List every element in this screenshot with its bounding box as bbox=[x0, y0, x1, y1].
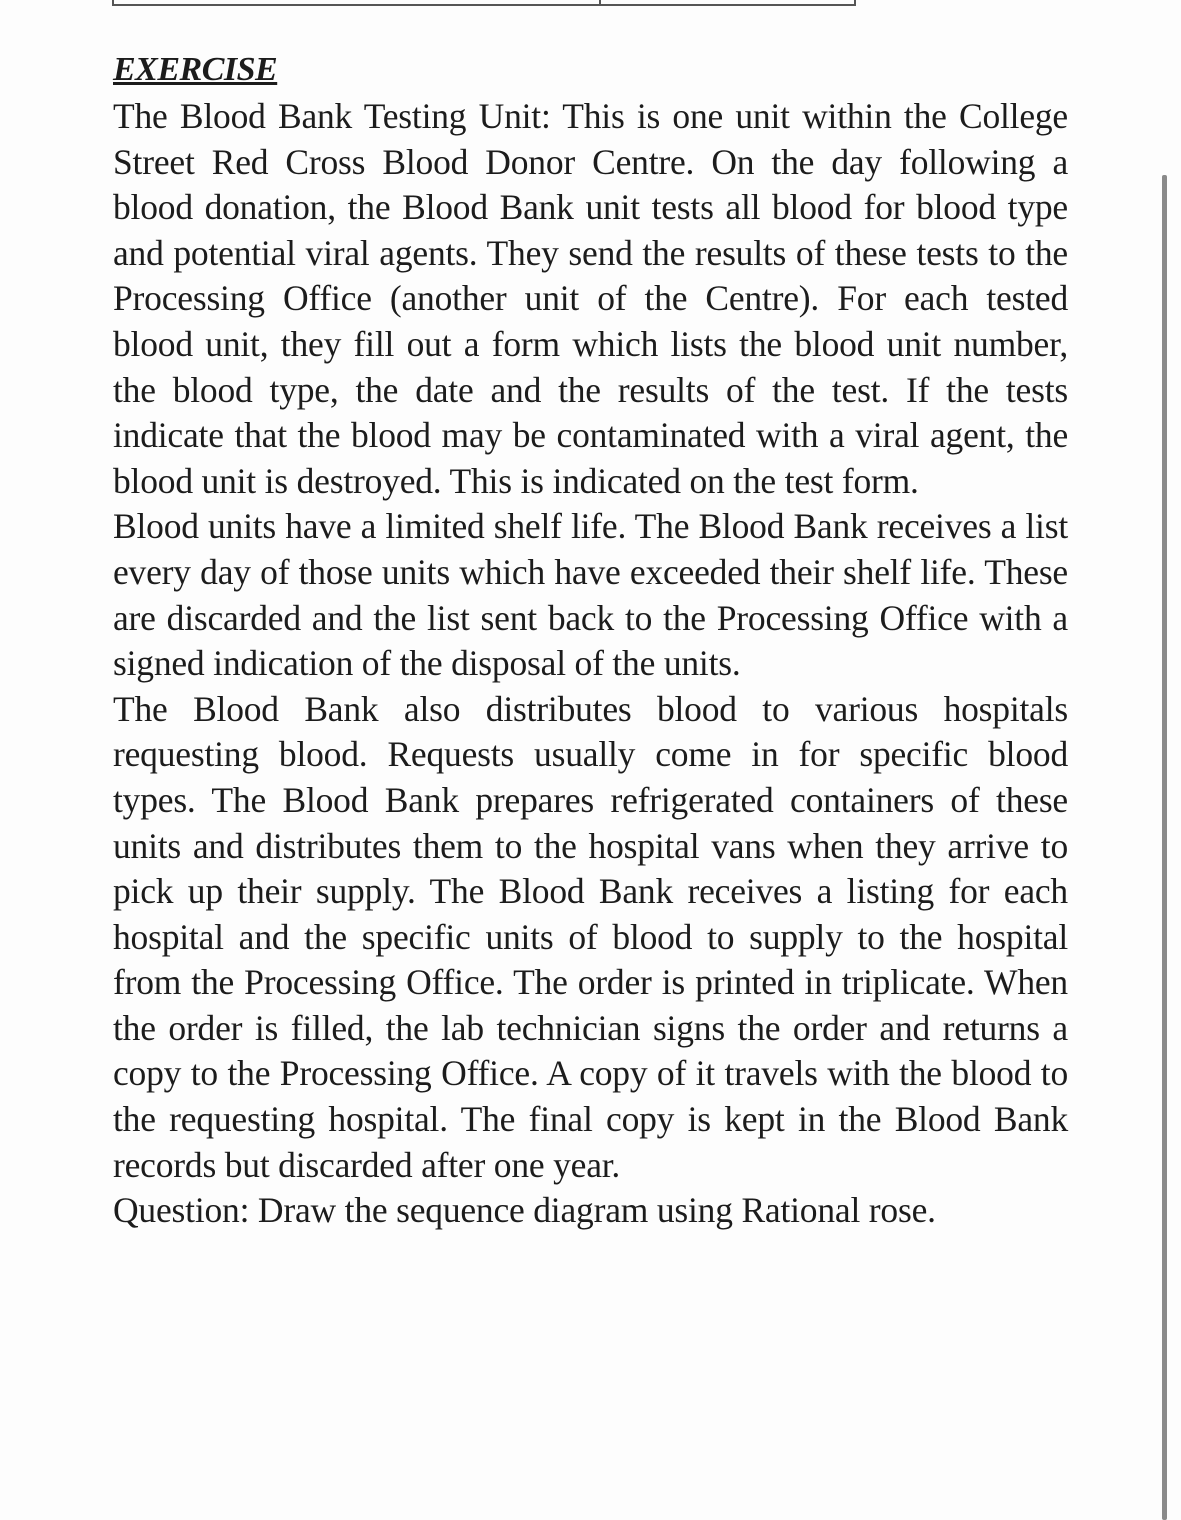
exercise-heading: EXERCISE bbox=[113, 51, 278, 88]
page-edge-scrollbar bbox=[1162, 175, 1167, 1520]
table-column-divider bbox=[599, 0, 601, 6]
paragraph-testing-unit: The Blood Bank Testing Unit: This is one unit within the College Street Red Cross Blood Donor Centre. On the day following a blood donation, the Blood Bank unit tests all blood for blood type and potential viral agents. They send the results of these tests to the Processing Office (another unit of the Centre). For each tested blood unit, they fill out a form which lists the blood unit number, the blood type, the date and the results of the test. If the tests indicate that the blood may be contaminated with a viral agent, the blood unit is destroyed. This is indicated on the test form. bbox=[113, 96, 1068, 501]
exercise-question: Question: Draw the sequence diagram using Rational rose. bbox=[113, 1190, 936, 1231]
table-fragment bbox=[112, 0, 856, 6]
exercise-text-block bbox=[113, 50, 1068, 1234]
paragraph-distribution: The Blood Bank also distributes blood to various hospitals requesting blood. Requests usually come in for specific blood types. The Blood Bank prepares refrigerated containers of these units and distributes them to the hospital vans when they arrive to pick up their supply. The Blood Bank receives a listing for each hospital and the specific units of blood to supply to the hospital from the Processing Office. The order is printed in triplicate. When the order is filled, the lab technician signs the order and returns a copy to the Processing Office. A copy of it travels with the blood to the requesting hospital. The final copy is kept in the Blood Bank records but discarded after one year. bbox=[113, 688, 1068, 1185]
paragraph-shelf-life: Blood units have a limited shelf life. The Blood Bank receives a list every day of those units which have exceeded their shelf life. These are discarded and the list sent back to the Processing Office with a signed indication of the disposal of the units. bbox=[113, 506, 1068, 684]
